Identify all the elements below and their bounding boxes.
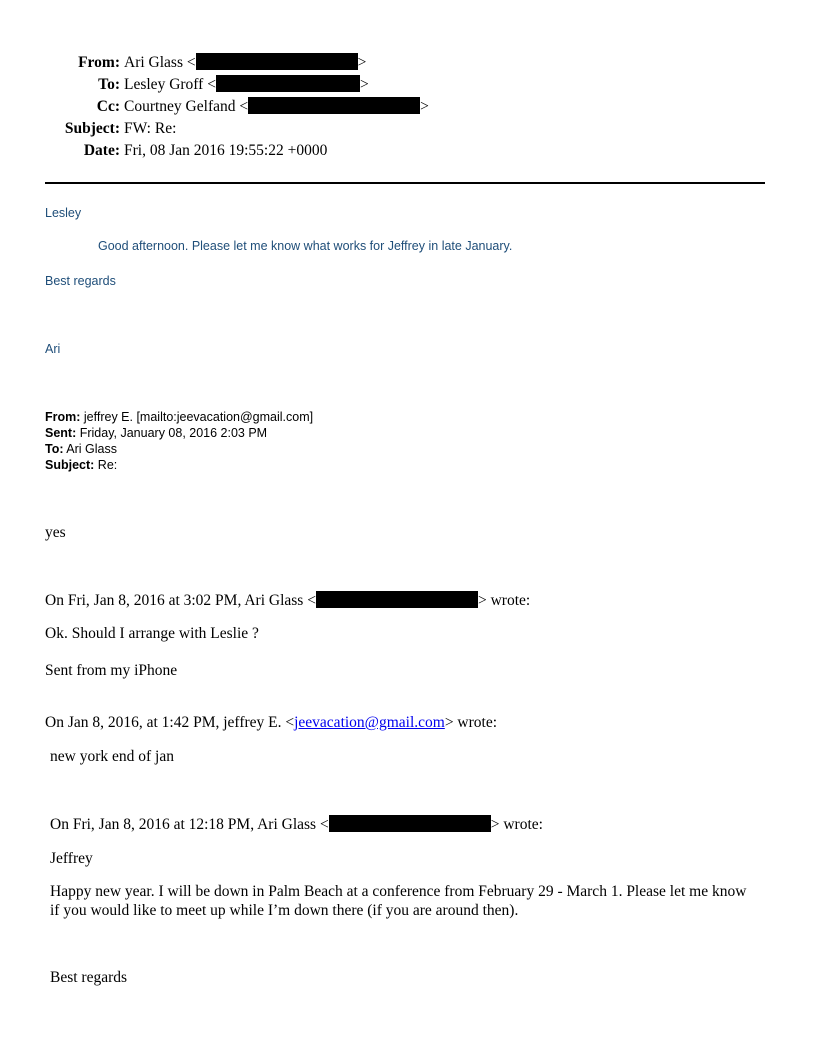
header-to-label: To: bbox=[98, 76, 120, 93]
reply-closing: Best regards bbox=[45, 274, 116, 288]
quote2-prefix: On Jan 8, 2016, at 1:42 PM, jeffrey E. < bbox=[45, 714, 295, 731]
header-cc-label: Cc: bbox=[96, 98, 120, 115]
fw-subject-label: Subject: bbox=[45, 458, 95, 472]
fw-from-line bbox=[45, 409, 313, 425]
msg1-signature: Sent from my iPhone bbox=[45, 662, 178, 679]
msg3-greeting: Jeffrey bbox=[50, 850, 93, 867]
fw-to-label: To: bbox=[45, 442, 64, 456]
fw-to-value: Ari Glass bbox=[63, 442, 118, 456]
redaction-box bbox=[316, 591, 478, 608]
header-date-value: Fri, 08 Jan 2016 19:55:22 +0000 bbox=[124, 142, 328, 159]
header-subject-label: Subject: bbox=[64, 120, 120, 137]
header-to-name: Lesley Groff < bbox=[124, 76, 216, 93]
redaction-box bbox=[196, 53, 358, 70]
reply-signature: Ari bbox=[45, 342, 61, 356]
quote2-suffix: > wrote: bbox=[444, 714, 498, 731]
fw-subject-line bbox=[45, 457, 117, 473]
msg3-closing: Best regards bbox=[50, 969, 128, 986]
header-divider bbox=[45, 182, 765, 184]
fw-to-line bbox=[45, 441, 117, 457]
quote3-attribution bbox=[50, 815, 543, 834]
quote1-prefix: On Fri, Jan 8, 2016 at 3:02 PM, Ari Glass < bbox=[45, 592, 316, 609]
header-from-name: Ari Glass < bbox=[124, 54, 196, 71]
header-to-close: > bbox=[359, 76, 369, 93]
quote2-attribution bbox=[45, 713, 497, 732]
msg3-body: Happy new year. I will be down in Palm Beach at a conference from February 29 - March 1. Please let me know if you would like to meet up while I’m down there (if you are around then). bbox=[50, 883, 747, 919]
header-from-label: From: bbox=[78, 54, 120, 71]
header-from-close: > bbox=[357, 54, 367, 71]
fw-sent-label: Sent: bbox=[45, 426, 77, 440]
reply-body: Good afternoon. Please let me know what works for Jeffrey in late January. bbox=[98, 239, 513, 253]
quote1-attribution bbox=[45, 591, 530, 610]
fw-from-label: From: bbox=[45, 410, 81, 424]
reply-greeting: Lesley bbox=[45, 206, 82, 220]
fw-sent-line bbox=[45, 425, 267, 441]
fw-from-value: jeffrey E. [mailto:jeevacation@gmail.com] bbox=[80, 410, 314, 424]
header-date-label: Date: bbox=[83, 142, 120, 159]
msg1-text: Ok. Should I arrange with Leslie ? bbox=[45, 625, 259, 642]
thread-yes: yes bbox=[45, 524, 66, 541]
fw-subject-value: Re: bbox=[94, 458, 118, 472]
header-cc-close: > bbox=[420, 98, 429, 115]
header-subject-value: FW: Re: bbox=[124, 120, 177, 137]
fw-sent-value: Friday, January 08, 2016 2:03 PM bbox=[76, 426, 268, 440]
redaction-box bbox=[329, 815, 491, 832]
header-cc-name: Courtney Gelfand < bbox=[124, 98, 249, 115]
quote1-suffix: > wrote: bbox=[477, 592, 531, 609]
msg2-text: new york end of jan bbox=[50, 748, 174, 765]
redaction-box bbox=[248, 97, 420, 114]
quote3-suffix: > wrote: bbox=[490, 816, 543, 833]
redaction-box bbox=[216, 75, 360, 92]
quote2-email-link[interactable]: jeevacation@gmail.com bbox=[294, 714, 445, 731]
quote3-prefix: On Fri, Jan 8, 2016 at 12:18 PM, Ari Glass < bbox=[50, 816, 329, 833]
